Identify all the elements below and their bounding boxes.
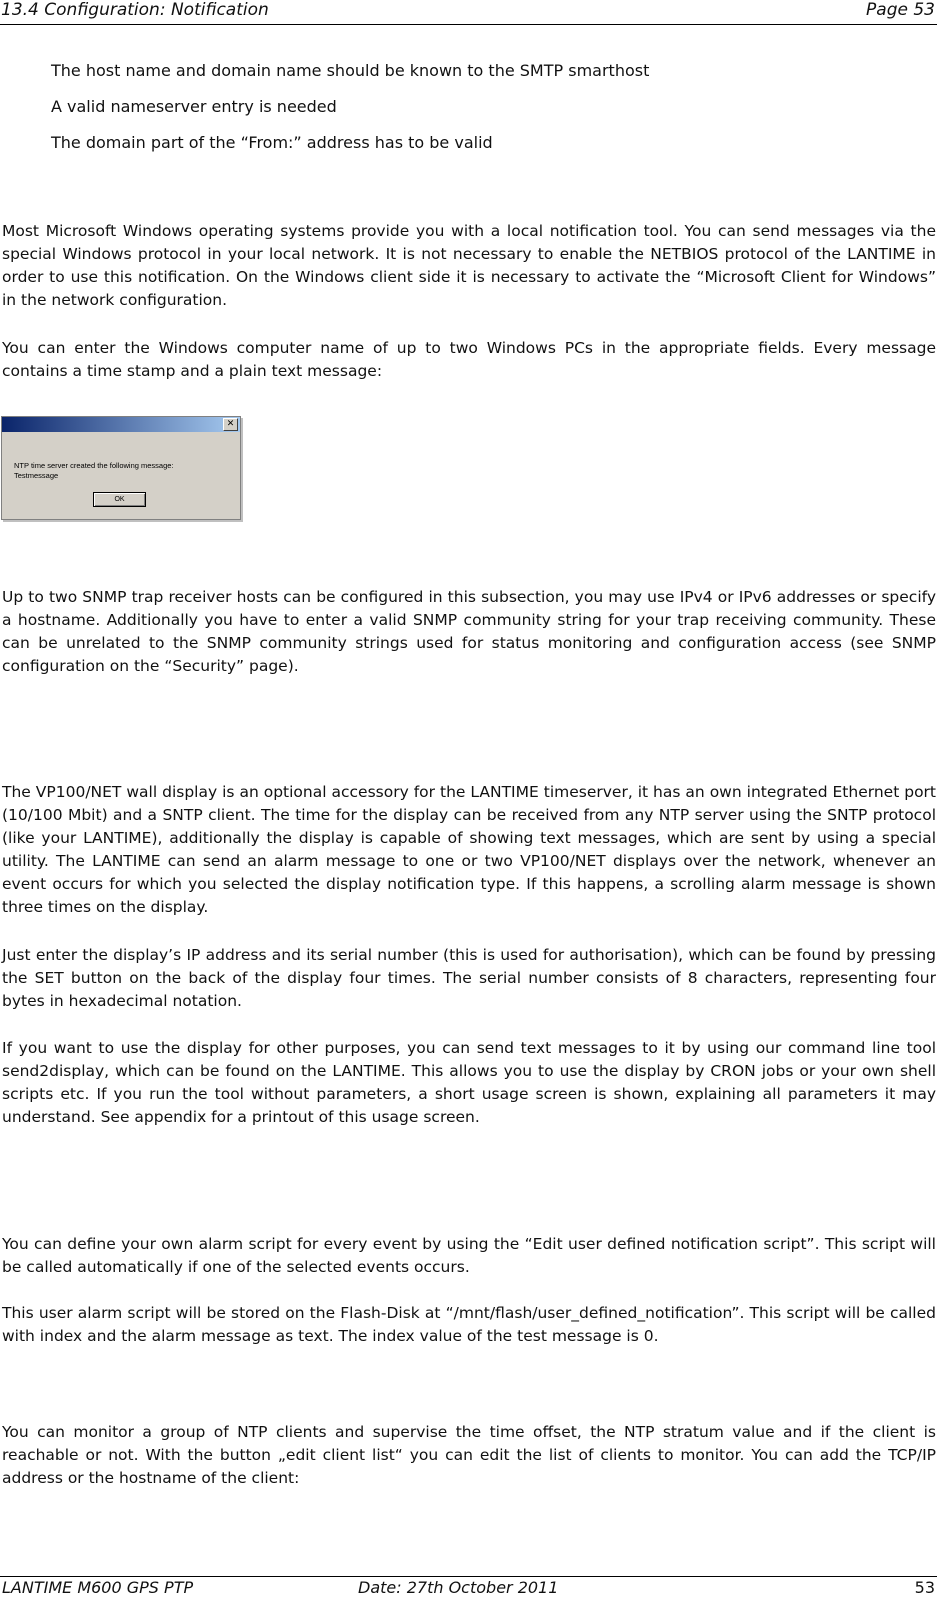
script-paragraph-2: This user alarm script will be stored on the Flash-Disk at “/mnt/flash/user_defined_notification”. This script will be called with index and the alarm message as text. The index value of the test message is 0. (2, 1304, 936, 1345)
ntp-monitor-paragraph: You can monitor a group of NTP clients and supervise the time offset, the NTP stratum value and if the client is reachable or not. With the button „edit client list“ you can edit the list of clients to monitor. You can add the TCP/IP address or the hostname of the client: (2, 1423, 936, 1487)
page-footer (0, 1576, 937, 1599)
page-header (0, 0, 937, 25)
page-label: Page 53 (866, 0, 935, 20)
list-item: The domain part of the “From:” address has to be valid (51, 133, 493, 152)
document-date: Date: 27th October 2011 (358, 1578, 559, 1597)
product-name: LANTIME M600 GPS PTP (2, 1578, 194, 1597)
script-paragraph-1: You can define your own alarm script for every event by using the “Edit user defined notification script”. This script will be called automatically if one of the selected events occurs. (2, 1235, 936, 1276)
close-icon: ✕ (223, 418, 238, 431)
dialog-message (14, 461, 174, 481)
smtp-requirements-list (51, 62, 911, 170)
page-number: 53 (914, 1578, 935, 1597)
section-title: 13.4 Configuration: Notification (1, 0, 269, 20)
vp100-paragraph-3: If you want to use the display for other purposes, you can send text messages to it by using our command line tool send2display, which can be found on the LANTIME. This allows you to use the display by CRON jobs or your own shell scripts etc. If you run the tool without parameters, a short usage screen is shown, explaining all parameters it may understand. See appendix for a printout of this usage screen. (2, 1039, 936, 1126)
snmp-paragraph: Up to two SNMP trap receiver hosts can be configured in this subsection, you may use IPv4 or IPv6 addresses or specify a hostname. Additionally you have to enter a valid SNMP community string for your trap receiving community. These can be unrelated to the SNMP community strings used for status monitoring and configuration access (see SNMP configuration on the “Security” page). (2, 588, 936, 675)
windows-paragraph-2: You can enter the Windows computer name of up to two Windows PCs in the appropriate fields. Every message contains a time stamp and a plain text message: (2, 339, 936, 380)
list-item: A valid nameserver entry is needed (51, 97, 337, 116)
vp100-paragraph-1: The VP100/NET wall display is an optional accessory for the LANTIME timeserver, it has an own integrated Ethernet port (10/100 Mbit) and a SNTP client. The time for the display can be received from any NTP server using the SNTP protocol (like your LANTIME), additionally the display is capable of showing text messages, which are sent by using a special utility. The LANTIME can send an alarm message to one or two VP100/NET displays over the network, whenever an event occurs for which you selected the display notification type. If this happens, a scrolling alarm message is shown three times on the display. (2, 783, 936, 916)
vp100-paragraph-2: Just enter the display’s IP address and its serial number (this is used for authorisation), which can be found by pressing the SET button on the back of the display four times. The serial number consists of 8 characters, representing four bytes in hexadecimal notation. (2, 946, 936, 1010)
windows-message-dialog (1, 416, 241, 520)
dialog-title-bar (2, 417, 240, 432)
list-item: The host name and domain name should be known to the SMTP smarthost (51, 61, 650, 80)
dialog-message-line: NTP time server created the following message: (14, 461, 174, 470)
ok-button: OK (93, 492, 146, 507)
windows-paragraph-1: Most Microsoft Windows operating systems provide you with a local notification tool. You can send messages via the special Windows protocol in your local network. It is not necessary to enable the NETBIOS protocol of the LANTIME in order to use this notification. On the Windows client side it is necessary to activate the “Microsoft Client for Windows” in the network configuration. (2, 222, 936, 309)
dialog-message-line: Testmessage (14, 471, 59, 480)
